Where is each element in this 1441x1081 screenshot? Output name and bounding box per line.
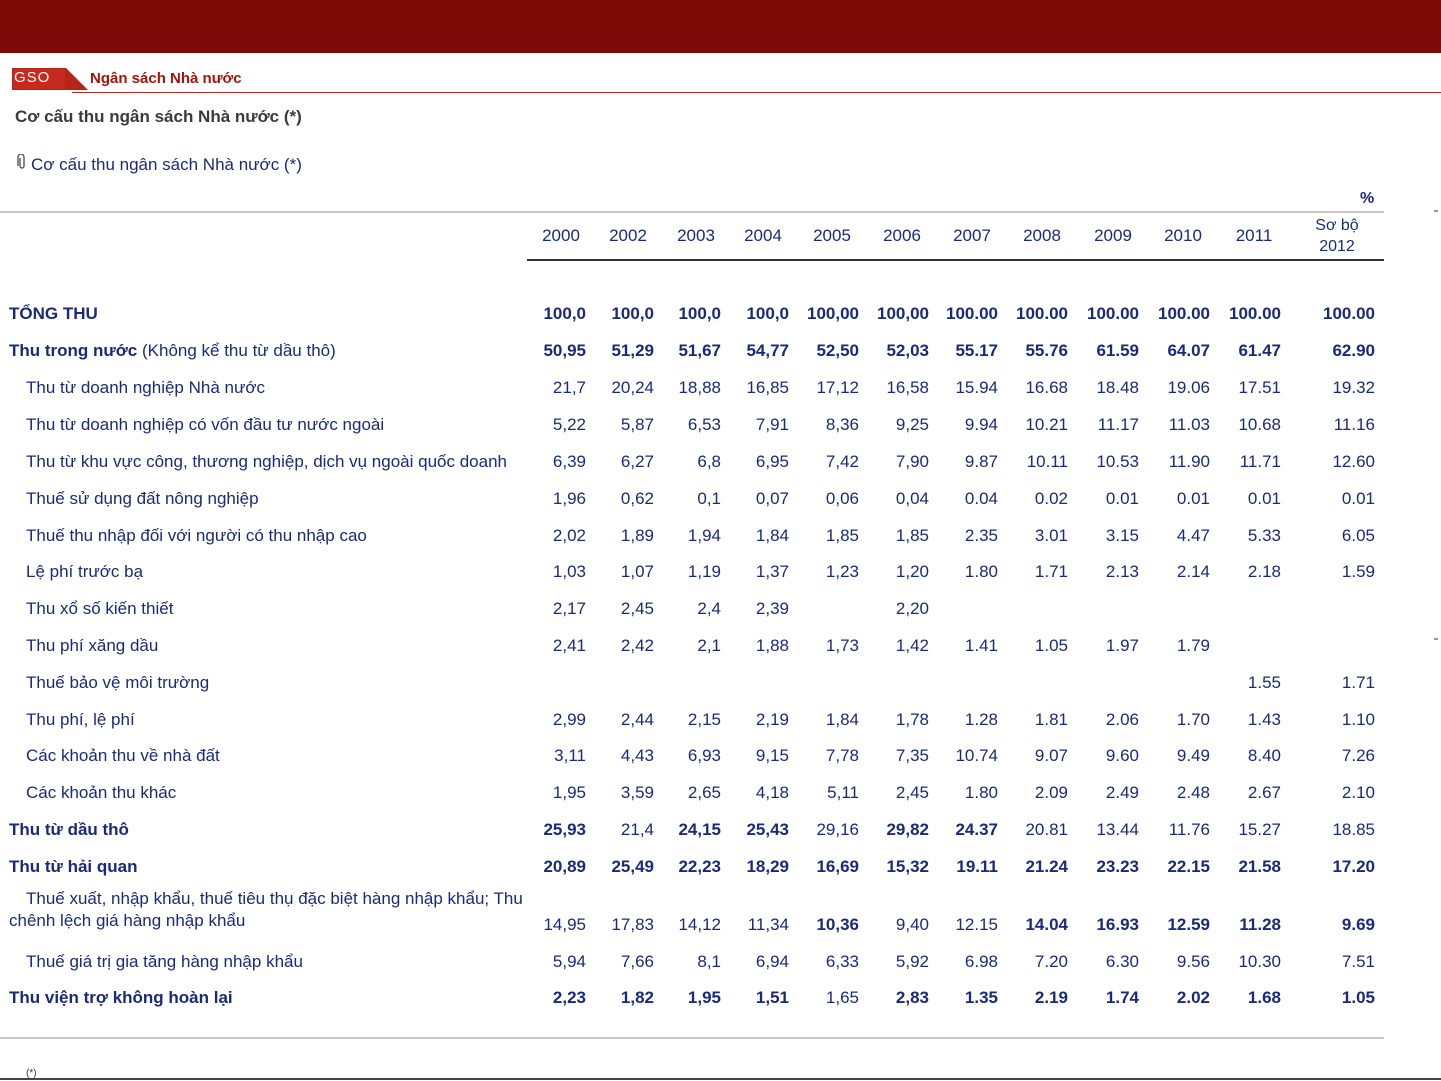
row-label [26, 489, 259, 509]
table-cell: 7,66 [620, 952, 654, 971]
table-cell: 1.35 [964, 988, 998, 1007]
table-cell: 64.07 [1167, 341, 1210, 360]
table-cell: 3.01 [1034, 526, 1068, 545]
table-cell: 1,19 [687, 562, 721, 581]
table-cell: 8.40 [1247, 746, 1281, 765]
column-header-2008: 2008 [1023, 226, 1061, 245]
row-label-note: (Không kể thu từ dầu thô) [137, 341, 336, 360]
table-cell: 15.27 [1238, 820, 1281, 839]
table-cell: 2,17 [552, 599, 586, 618]
table-cell: 2.35 [964, 526, 998, 545]
table-cell: 11.76 [1168, 820, 1210, 839]
table-cell: 12.60 [1332, 452, 1375, 471]
table-cell: 0.01 [1176, 489, 1210, 508]
footnote-mark: (*) [26, 1068, 37, 1079]
table-cell: 1.68 [1247, 988, 1281, 1007]
table-cell: 5,22 [552, 415, 586, 434]
table-cell: 24,15 [678, 820, 721, 839]
row-label [26, 526, 367, 546]
table-cell: 1,94 [687, 526, 721, 545]
table-cell: 21,7 [552, 378, 586, 397]
table-cell: 21,4 [620, 820, 654, 839]
top-banner [0, 0, 1441, 53]
table-cell: 1.43 [1247, 710, 1281, 729]
table-cell: 17.51 [1238, 378, 1281, 397]
row-label [26, 710, 135, 730]
table-cell: 21.24 [1025, 857, 1068, 876]
table-cell: 0.01 [1247, 489, 1281, 508]
row-label-text: Thu từ hải quan [9, 857, 138, 876]
row-label [26, 452, 507, 472]
table-cell: 21.58 [1238, 857, 1281, 876]
table-cell: 1,88 [755, 636, 789, 655]
table-cell: 2.18 [1247, 562, 1281, 581]
table-row [0, 415, 1441, 445]
row-label-text: Thuế bảo vệ môi trường [26, 673, 210, 692]
table-cell: 16,58 [886, 378, 929, 397]
row-label-text: Lệ phí trước bạ [26, 562, 144, 581]
table-cell: 25,49 [611, 857, 654, 876]
table-cell: 2,20 [895, 599, 929, 618]
row-label-text: Thuế thu nhập đối với người có thu nhập cao [26, 526, 367, 545]
table-cell: 1,03 [552, 562, 586, 581]
table-row [0, 820, 1441, 850]
table-cell: 6.30 [1105, 952, 1139, 971]
table-cell: 2,45 [895, 783, 929, 802]
table-row [0, 599, 1441, 629]
table-cell: 2,65 [687, 783, 721, 802]
table-cell: 25,43 [746, 820, 789, 839]
table-cell: 100,0 [543, 304, 586, 323]
row-label-text: Thu từ khu vực công, thương nghiệp, dịch vụ ngoài quốc doanh [26, 452, 507, 471]
table-cell: 1,07 [620, 562, 654, 581]
table-cell: 20,24 [611, 378, 654, 397]
row-label-text: Thu trong nước [9, 341, 138, 360]
table-cell: 10.30 [1238, 952, 1281, 971]
table-cell: 6.98 [964, 952, 998, 971]
table-cell: 6,33 [825, 952, 859, 971]
table-cell: 17,12 [816, 378, 859, 397]
table-cell: 2,23 [552, 988, 586, 1007]
table-cell: 12.59 [1167, 915, 1210, 934]
table-cell: 1,84 [825, 710, 859, 729]
column-header-2004: 2004 [744, 226, 782, 245]
table-row [0, 952, 1441, 982]
table-cell: 6,94 [755, 952, 789, 971]
row-label-text: Thu phí xăng dầu [26, 636, 159, 655]
table-cell: 2,02 [552, 526, 586, 545]
table-cell: 2,44 [620, 710, 654, 729]
column-header-2002: 2002 [609, 226, 647, 245]
table-cell: 9,40 [895, 915, 929, 934]
table-cell: 6.05 [1341, 526, 1375, 545]
table-row [0, 889, 1441, 945]
table-cell: 2.48 [1176, 783, 1210, 802]
table-cell: 4,18 [755, 783, 789, 802]
table-cell: 2.49 [1105, 783, 1139, 802]
section-name[interactable]: Ngân sách Nhà nước [90, 70, 242, 87]
table-cell: 0,1 [697, 489, 721, 508]
table-cell: 3,59 [620, 783, 654, 802]
table-cell: 3.15 [1105, 526, 1139, 545]
table-cell: 18,88 [678, 378, 721, 397]
table-cell: 1,78 [895, 710, 929, 729]
table-cell: 1,20 [895, 562, 929, 581]
table-cell: 7.20 [1034, 952, 1068, 971]
row-label [26, 746, 220, 766]
table-cell: 24.37 [955, 820, 998, 839]
table-cell: 1.05 [1341, 988, 1375, 1007]
row-label-text: Thu viện trợ không hoàn lại [9, 988, 233, 1007]
table-cell: 10.68 [1238, 415, 1281, 434]
table-cell: 0,07 [755, 489, 789, 508]
table-row [0, 988, 1441, 1018]
column-header-2007: 2007 [953, 226, 991, 245]
table-cell: 1.71 [1034, 562, 1068, 581]
table-cell: 100.00 [1229, 304, 1281, 323]
table-cell: 11.17 [1097, 415, 1139, 434]
table-cell: 16.68 [1025, 378, 1068, 397]
table-cell: 6,27 [620, 452, 654, 471]
table-cell: 1.80 [964, 562, 998, 581]
table-row [0, 489, 1441, 519]
table-cell: 7,35 [895, 746, 929, 765]
row-label-text: Thuế giá trị gia tăng hàng nhập khẩu [26, 952, 303, 971]
column-header-2006: 2006 [883, 226, 921, 245]
row-label [9, 304, 98, 324]
table-cell: 2.14 [1176, 562, 1210, 581]
table-cell: 9.60 [1105, 746, 1139, 765]
table-cell: 0,04 [895, 489, 929, 508]
table-cell: 1.28 [964, 710, 998, 729]
table-row [0, 526, 1441, 556]
table-cell: 2,83 [895, 988, 929, 1007]
table-cell: 1.41 [964, 636, 998, 655]
table-cell: 17,83 [611, 915, 654, 934]
row-label [26, 783, 176, 803]
row-label [9, 820, 129, 840]
paperclip-icon [17, 154, 27, 175]
row-label: Thuế xuất, nhập khẩu, thuế tiêu thụ đặc biệt hàng nhập khẩu; Thu chênh lệch giá hàng nhập khẩu [9, 889, 523, 930]
table-cell: 1,95 [552, 783, 586, 802]
table-cell: 11.03 [1168, 415, 1210, 434]
row-label-text: Thu xổ số kiến thiết [26, 599, 174, 618]
table-cell: 0.01 [1105, 489, 1139, 508]
table-cell: 2,19 [755, 710, 789, 729]
table-cell: 2.09 [1034, 783, 1068, 802]
table-cell: 1,65 [825, 988, 859, 1007]
table-cell: 1,89 [620, 526, 654, 545]
table-row [0, 710, 1441, 740]
table-cell: 11,34 [747, 915, 789, 934]
row-label-text: Các khoản thu về nhà đất [26, 746, 220, 765]
table-cell: 54,77 [746, 341, 789, 360]
table-cell: 1.81 [1034, 710, 1068, 729]
table-cell: 9,25 [895, 415, 929, 434]
table-cell: 1.71 [1341, 673, 1375, 692]
table-header-rule [527, 259, 1384, 261]
table-cell: 25,93 [543, 820, 586, 839]
table-cell: 18,29 [746, 857, 789, 876]
table-cell: 0.02 [1034, 489, 1068, 508]
table-cell: 2.10 [1341, 783, 1375, 802]
table-cell: 9.07 [1034, 746, 1068, 765]
column-header-2005: 2005 [813, 226, 851, 245]
table-cell: 1.10 [1341, 710, 1375, 729]
row-label-text: Thu từ dầu thô [9, 820, 129, 839]
table-cell: 9.87 [964, 452, 998, 471]
table-cell: 1,96 [552, 489, 586, 508]
table-cell: 14,95 [543, 915, 586, 934]
row-label-text: Thu phí, lệ phí [26, 710, 135, 729]
table-cell: 10.21 [1025, 415, 1068, 434]
table-cell: 100,0 [678, 304, 721, 323]
table-cell: 6,8 [697, 452, 721, 471]
row-label-text: TỔNG THU [9, 304, 98, 323]
table-cell: 1.80 [964, 783, 998, 802]
table-cell: 51,67 [678, 341, 721, 360]
table-cell: 14,12 [678, 915, 721, 934]
table-cell: 11.90 [1168, 452, 1210, 471]
table-cell: 9.56 [1176, 952, 1210, 971]
table-cell: 2,15 [687, 710, 721, 729]
row-label [26, 636, 158, 656]
table-cell: 10.11 [1026, 452, 1068, 471]
table-cell: 16,85 [746, 378, 789, 397]
table-cell: 3,11 [554, 746, 586, 765]
table-cell: 17.20 [1332, 857, 1375, 876]
row-label-text: Các khoản thu khác [26, 783, 177, 802]
table-cell: 100,00 [807, 304, 859, 323]
table-cell: 2.02 [1176, 988, 1210, 1007]
table-cell: 5,92 [895, 952, 929, 971]
table-cell: 55.76 [1025, 341, 1068, 360]
table-cell: 10.74 [955, 746, 998, 765]
page-title: Cơ cấu thu ngân sách Nhà nước (*) [15, 107, 302, 126]
table-cell: 8,1 [697, 952, 721, 971]
table-cell: 7.51 [1341, 952, 1375, 971]
row-label [9, 341, 336, 361]
site-header [12, 68, 1441, 90]
table-cell: 20.81 [1025, 820, 1068, 839]
table-cell: 18.48 [1096, 378, 1139, 397]
table-cell: 1.79 [1176, 636, 1210, 655]
table-cell: 2.19 [1034, 988, 1068, 1007]
table-row [0, 857, 1441, 887]
table-cell: 16,69 [816, 857, 859, 876]
table-row [0, 341, 1441, 371]
row-label [26, 599, 173, 619]
table-cell: 100.00 [946, 304, 998, 323]
table-cell: 11.28 [1239, 915, 1281, 934]
table-cell: 100,00 [877, 304, 929, 323]
table-cell: 9.49 [1176, 746, 1210, 765]
table-caption[interactable] [17, 154, 302, 175]
column-header-preliminary-2012 [1297, 215, 1377, 257]
table-cell: 15.94 [955, 378, 998, 397]
table-cell: 2,39 [755, 599, 789, 618]
table-cell: 19.11 [956, 857, 998, 876]
table-cell: 2,1 [697, 636, 721, 655]
table-cell: 1,23 [825, 562, 859, 581]
table-cell: 100.00 [1087, 304, 1139, 323]
table-row [0, 562, 1441, 592]
page-bottom-rule [0, 1078, 1441, 1080]
table-cell: 11.71 [1239, 452, 1281, 471]
table-cell: 1.59 [1341, 562, 1375, 581]
table-cell: 10,36 [816, 915, 859, 934]
table-cell: 61.59 [1096, 341, 1139, 360]
table-top-rule [0, 211, 1384, 213]
logo-text: GSO [14, 69, 51, 86]
table-cell: 52,50 [816, 341, 859, 360]
table-row [0, 636, 1441, 666]
table-cell: 52,03 [886, 341, 929, 360]
table-cell: 2.13 [1105, 562, 1139, 581]
table-cell: 100.00 [1158, 304, 1210, 323]
table-cell: 62.90 [1332, 341, 1375, 360]
table-cell: 4,43 [620, 746, 654, 765]
table-bottom-rule [0, 1037, 1384, 1039]
table-cell: 1.74 [1105, 988, 1139, 1007]
table-cell: 55.17 [955, 341, 998, 360]
table-cell: 13.44 [1096, 820, 1139, 839]
column-header-line: Sơ bộ [1315, 217, 1359, 234]
table-cell: 1,95 [687, 988, 721, 1007]
column-header-2003: 2003 [677, 226, 715, 245]
table-cell: 22.15 [1167, 857, 1210, 876]
table-cell: 5.33 [1247, 526, 1281, 545]
table-cell: 1,85 [895, 526, 929, 545]
row-label [26, 415, 384, 435]
table-cell: 1.97 [1105, 636, 1139, 655]
table-cell: 2.06 [1105, 710, 1139, 729]
table-cell: 5,11 [827, 783, 859, 802]
column-header-2011: 2011 [1235, 226, 1273, 245]
row-label [26, 562, 143, 582]
table-cell: 11.16 [1333, 415, 1375, 434]
header-divider [72, 92, 1441, 93]
table-cell: 1,82 [620, 988, 654, 1007]
table-cell: 100.00 [1323, 304, 1375, 323]
edge-mark [1434, 210, 1438, 212]
table-cell: 29,82 [886, 820, 929, 839]
table-cell: 100,0 [746, 304, 789, 323]
table-cell: 7.26 [1341, 746, 1375, 765]
column-header-2000: 2000 [542, 226, 580, 245]
table-cell: 0,62 [620, 489, 654, 508]
table-cell: 100.00 [1016, 304, 1068, 323]
table-caption-text: Cơ cấu thu ngân sách Nhà nước (*) [31, 155, 302, 174]
row-label [26, 952, 303, 972]
row-label [26, 378, 265, 398]
table-cell: 4.47 [1176, 526, 1210, 545]
table-cell: 1,51 [755, 988, 789, 1007]
row-label-text: Thuế sử dụng đất nông nghiệp [26, 489, 259, 508]
table-cell: 19.32 [1332, 378, 1375, 397]
table-cell: 16.93 [1096, 915, 1139, 934]
table-cell: 10.53 [1096, 452, 1139, 471]
table-cell: 7,91 [755, 415, 789, 434]
row-label-text: Thu từ doanh nghiệp Nhà nước [26, 378, 266, 397]
table-cell: 20,89 [543, 857, 586, 876]
row-label [9, 857, 137, 877]
table-cell: 51,29 [611, 341, 654, 360]
table-cell: 1.05 [1034, 636, 1068, 655]
table-cell: 9.69 [1341, 915, 1375, 934]
table-cell: 29,16 [816, 820, 859, 839]
unit-label: % [1360, 190, 1375, 207]
table-cell: 2,99 [552, 710, 586, 729]
table-cell: 6,53 [687, 415, 721, 434]
table-row [0, 452, 1441, 482]
table-cell: 6,93 [687, 746, 721, 765]
table-cell: 1,84 [755, 526, 789, 545]
table-cell: 22,23 [678, 857, 721, 876]
table-cell: 7,78 [825, 746, 859, 765]
table-cell: 0.01 [1341, 489, 1375, 508]
table-cell: 23.23 [1096, 857, 1139, 876]
table-cell: 1.55 [1247, 673, 1281, 692]
table-cell: 5,94 [552, 952, 586, 971]
column-header-line: 2012 [1319, 238, 1355, 255]
table-cell: 50,95 [543, 341, 586, 360]
table-cell: 1,85 [825, 526, 859, 545]
row-label [9, 988, 233, 1008]
table-cell: 9,15 [755, 746, 789, 765]
table-cell: 1,42 [895, 636, 929, 655]
table-cell: 6,95 [755, 452, 789, 471]
table-cell: 2,4 [697, 599, 721, 618]
row-label [26, 673, 209, 693]
table-cell: 100,0 [611, 304, 654, 323]
row-label-text: Thu từ doanh nghiệp có vốn đầu tư nước ngoài [26, 415, 385, 434]
table-cell: 61.47 [1238, 341, 1281, 360]
table-row [0, 783, 1441, 813]
table-cell: 7,42 [825, 452, 859, 471]
table-cell: 2,42 [620, 636, 654, 655]
table-cell: 0.04 [964, 489, 998, 508]
table-cell: 2.67 [1247, 783, 1281, 802]
column-header-2009: 2009 [1094, 226, 1132, 245]
table-cell: 14.04 [1025, 915, 1068, 934]
table-cell: 2,45 [620, 599, 654, 618]
table-cell: 15,32 [886, 857, 929, 876]
table-cell: 19.06 [1167, 378, 1210, 397]
table-cell: 5,87 [620, 415, 654, 434]
table-cell: 1,73 [825, 636, 859, 655]
table-cell: 12.15 [955, 915, 998, 934]
table-row [0, 673, 1441, 703]
table-row [0, 304, 1441, 334]
table-row [0, 746, 1441, 776]
table-cell: 8,36 [825, 415, 859, 434]
table-row [0, 378, 1441, 408]
table-cell: 1.70 [1176, 710, 1210, 729]
table-cell: 6,39 [552, 452, 586, 471]
table-cell: 18.85 [1332, 820, 1375, 839]
table-cell: 1,37 [755, 562, 789, 581]
table-cell: 7,90 [895, 452, 929, 471]
table-cell: 2,41 [552, 636, 586, 655]
table-cell: 9.94 [964, 415, 998, 434]
column-header-2010: 2010 [1164, 226, 1202, 245]
table-cell: 0,06 [825, 489, 859, 508]
